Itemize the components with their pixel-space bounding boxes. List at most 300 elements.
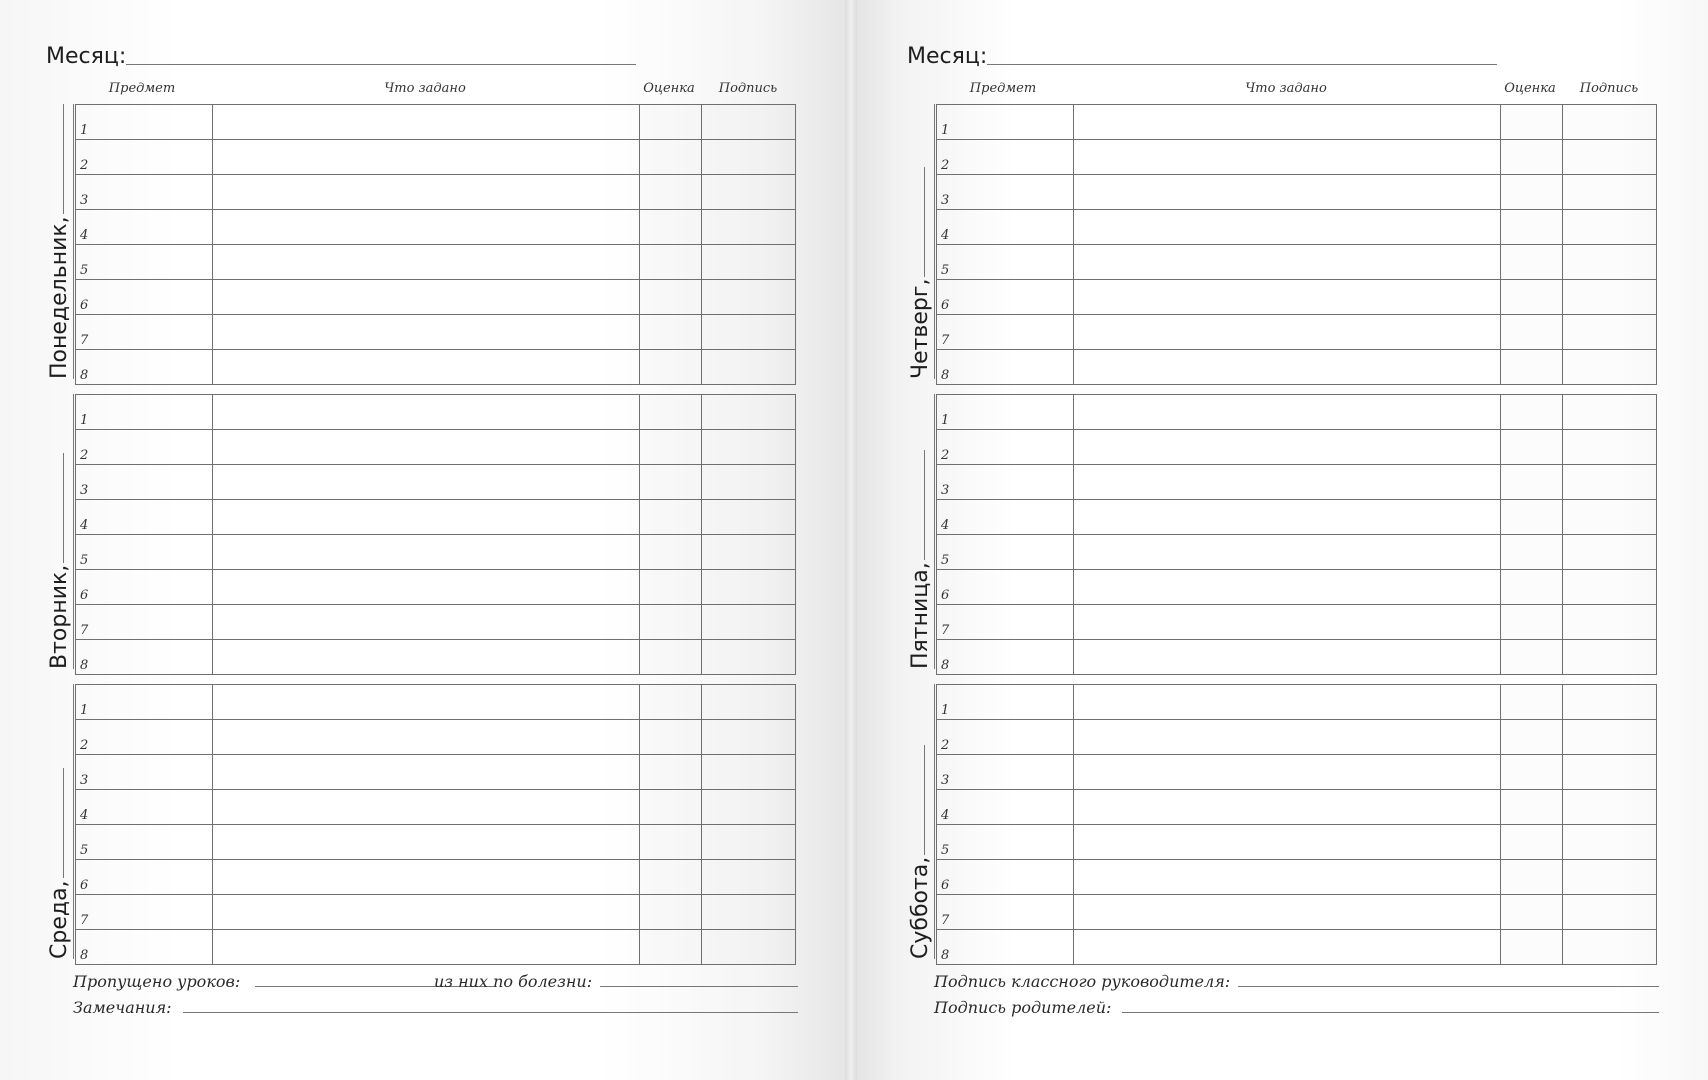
- lesson-homework-cell[interactable]: [1074, 430, 1501, 465]
- missed-lessons-label: Пропущено уроков:: [73, 972, 241, 991]
- lesson-grade-cell[interactable]: [640, 685, 702, 720]
- lesson-signature-cell[interactable]: [1563, 245, 1657, 280]
- lesson-row: [937, 280, 1657, 315]
- lesson-row: [76, 280, 796, 315]
- lesson-number: 3: [80, 773, 89, 788]
- lesson-homework-cell[interactable]: [213, 930, 640, 965]
- lesson-grade-cell[interactable]: [640, 350, 702, 385]
- lesson-homework-cell[interactable]: [1074, 720, 1501, 755]
- lesson-row: [937, 860, 1657, 895]
- lesson-grade-cell[interactable]: [1501, 860, 1563, 895]
- lesson-row: [76, 500, 796, 535]
- lesson-grade-cell[interactable]: [640, 500, 702, 535]
- lesson-subject-cell[interactable]: [76, 860, 213, 895]
- lesson-grade-cell[interactable]: [1501, 755, 1563, 790]
- lesson-number: 3: [941, 193, 950, 208]
- lesson-homework-cell[interactable]: [1074, 790, 1501, 825]
- lesson-subject-cell[interactable]: [76, 720, 213, 755]
- lesson-grade-cell[interactable]: [1501, 640, 1563, 675]
- lesson-number: 6: [80, 298, 89, 313]
- lesson-signature-cell[interactable]: [1563, 105, 1657, 140]
- lesson-grade-cell[interactable]: [640, 755, 702, 790]
- month-input-line[interactable]: [987, 64, 1497, 65]
- lesson-row: [937, 210, 1657, 245]
- lesson-grade-cell[interactable]: [1501, 605, 1563, 640]
- lesson-subject-cell[interactable]: [937, 895, 1074, 930]
- lesson-grade-cell[interactable]: [1501, 175, 1563, 210]
- lesson-signature-cell[interactable]: [1563, 685, 1657, 720]
- day-block-wednesday: [46, 684, 771, 963]
- lesson-subject-cell[interactable]: [76, 395, 213, 430]
- lesson-homework-cell[interactable]: [213, 790, 640, 825]
- lesson-grade-cell[interactable]: [640, 280, 702, 315]
- lesson-signature-cell[interactable]: [702, 755, 796, 790]
- lesson-homework-cell[interactable]: [1074, 570, 1501, 605]
- lesson-homework-cell[interactable]: [1074, 175, 1501, 210]
- lesson-number: 4: [941, 808, 950, 823]
- lesson-grade-cell[interactable]: [1501, 140, 1563, 175]
- schedule-table-monday: [75, 104, 796, 385]
- lesson-number: 6: [941, 298, 950, 313]
- lesson-homework-cell[interactable]: [1074, 755, 1501, 790]
- lesson-subject-cell[interactable]: [937, 140, 1074, 175]
- date-input-line[interactable]: [924, 167, 925, 277]
- lesson-signature-cell[interactable]: [702, 685, 796, 720]
- lesson-number: 5: [941, 553, 950, 568]
- right-page: [857, 0, 1708, 1080]
- lesson-signature-cell[interactable]: [1563, 535, 1657, 570]
- lesson-grade-cell[interactable]: [1501, 350, 1563, 385]
- remarks-label: Замечания:: [73, 998, 172, 1017]
- lesson-subject-cell[interactable]: [937, 315, 1074, 350]
- lesson-grade-cell[interactable]: [1501, 535, 1563, 570]
- lesson-signature-cell[interactable]: [1563, 500, 1657, 535]
- lesson-number: 4: [941, 518, 950, 533]
- lesson-row: [937, 465, 1657, 500]
- lesson-number: 8: [941, 658, 950, 673]
- header-grade: Оценка: [1504, 81, 1556, 96]
- lesson-signature-cell[interactable]: [1563, 210, 1657, 245]
- lesson-row: [76, 395, 796, 430]
- lesson-homework-cell[interactable]: [1074, 860, 1501, 895]
- lesson-homework-cell[interactable]: [1074, 105, 1501, 140]
- lesson-homework-cell[interactable]: [213, 465, 640, 500]
- lesson-signature-cell[interactable]: [702, 315, 796, 350]
- lesson-subject-cell[interactable]: [76, 105, 213, 140]
- day-label-thursday: Четверг,: [907, 104, 933, 379]
- lesson-subject-cell[interactable]: [76, 500, 213, 535]
- lesson-number: 5: [80, 263, 89, 278]
- lesson-subject-cell[interactable]: [937, 105, 1074, 140]
- lesson-homework-cell[interactable]: [213, 685, 640, 720]
- lesson-signature-cell[interactable]: [702, 640, 796, 675]
- lesson-number: 5: [80, 843, 89, 858]
- lesson-grade-cell[interactable]: [640, 465, 702, 500]
- lesson-subject-cell[interactable]: [76, 245, 213, 280]
- lesson-grade-cell[interactable]: [640, 605, 702, 640]
- lesson-grade-cell[interactable]: [1501, 895, 1563, 930]
- date-input-line[interactable]: [63, 453, 64, 563]
- lesson-row: [937, 430, 1657, 465]
- lesson-grade-cell[interactable]: [1501, 790, 1563, 825]
- lesson-homework-cell[interactable]: [1074, 535, 1501, 570]
- lesson-subject-cell[interactable]: [76, 570, 213, 605]
- lesson-grade-cell[interactable]: [640, 570, 702, 605]
- lesson-homework-cell[interactable]: [213, 140, 640, 175]
- lesson-subject-cell[interactable]: [76, 640, 213, 675]
- lesson-row: [937, 570, 1657, 605]
- lesson-subject-cell[interactable]: [76, 315, 213, 350]
- lesson-subject-cell[interactable]: [937, 685, 1074, 720]
- parents-signature-label: Подпись родителей:: [934, 998, 1112, 1017]
- lesson-homework-cell[interactable]: [1074, 245, 1501, 280]
- lesson-signature-cell[interactable]: [1563, 930, 1657, 965]
- lesson-subject-cell[interactable]: [937, 395, 1074, 430]
- lesson-homework-cell[interactable]: [1074, 825, 1501, 860]
- day-label-monday: Понедельник,: [46, 104, 72, 379]
- teacher-signature-row: [934, 972, 1659, 994]
- lesson-number: 1: [941, 703, 950, 718]
- lesson-grade-cell[interactable]: [640, 245, 702, 280]
- lesson-number: 6: [941, 878, 950, 893]
- lesson-row: [937, 140, 1657, 175]
- lesson-number: 3: [941, 773, 950, 788]
- lesson-row: [937, 685, 1657, 720]
- lesson-signature-cell[interactable]: [702, 105, 796, 140]
- lesson-homework-cell[interactable]: [1074, 605, 1501, 640]
- lesson-row: [76, 570, 796, 605]
- lesson-number: 8: [80, 948, 89, 963]
- lesson-grade-cell[interactable]: [640, 105, 702, 140]
- lesson-signature-cell[interactable]: [702, 395, 796, 430]
- lesson-signature-cell[interactable]: [1563, 860, 1657, 895]
- date-input-line[interactable]: [63, 104, 64, 214]
- lesson-grade-cell[interactable]: [1501, 395, 1563, 430]
- lesson-subject-cell[interactable]: [76, 790, 213, 825]
- lesson-signature-cell[interactable]: [702, 790, 796, 825]
- lesson-grade-cell[interactable]: [1501, 825, 1563, 860]
- lesson-grade-cell[interactable]: [640, 140, 702, 175]
- lesson-homework-cell[interactable]: [1074, 685, 1501, 720]
- lesson-homework-cell[interactable]: [1074, 500, 1501, 535]
- lesson-signature-cell[interactable]: [1563, 175, 1657, 210]
- lesson-number: 2: [80, 738, 89, 753]
- lesson-grade-cell[interactable]: [640, 825, 702, 860]
- lesson-homework-cell[interactable]: [213, 350, 640, 385]
- lesson-subject-cell[interactable]: [937, 500, 1074, 535]
- lesson-subject-cell[interactable]: [937, 930, 1074, 965]
- lesson-homework-cell[interactable]: [213, 895, 640, 930]
- day-label-saturday: Суббота,: [907, 684, 933, 959]
- lesson-subject-cell[interactable]: [937, 755, 1074, 790]
- day-label-friday: Пятница,: [907, 394, 933, 669]
- lesson-signature-cell[interactable]: [702, 465, 796, 500]
- lesson-row: [76, 895, 796, 930]
- lesson-homework-cell[interactable]: [1074, 465, 1501, 500]
- lesson-row: [937, 315, 1657, 350]
- lesson-grade-cell[interactable]: [640, 860, 702, 895]
- lesson-homework-cell[interactable]: [1074, 640, 1501, 675]
- lesson-signature-cell[interactable]: [702, 895, 796, 930]
- lesson-signature-cell[interactable]: [702, 605, 796, 640]
- lesson-subject-cell[interactable]: [937, 465, 1074, 500]
- lesson-grade-cell[interactable]: [1501, 430, 1563, 465]
- lesson-grade-cell[interactable]: [1501, 500, 1563, 535]
- lesson-subject-cell[interactable]: [76, 140, 213, 175]
- lesson-number: 1: [80, 123, 89, 138]
- lesson-number: 8: [80, 658, 89, 673]
- lesson-homework-cell[interactable]: [213, 395, 640, 430]
- parents-signature-input-line[interactable]: [1122, 1012, 1659, 1013]
- lesson-homework-cell[interactable]: [1074, 315, 1501, 350]
- lesson-signature-cell[interactable]: [702, 500, 796, 535]
- lesson-homework-cell[interactable]: [213, 245, 640, 280]
- lesson-homework-cell[interactable]: [213, 860, 640, 895]
- date-input-line[interactable]: [924, 745, 925, 855]
- header-signature: Подпись: [718, 81, 778, 96]
- lesson-grade-cell[interactable]: [1501, 280, 1563, 315]
- lesson-subject-cell[interactable]: [76, 350, 213, 385]
- lesson-number: 3: [80, 483, 89, 498]
- date-input-line[interactable]: [63, 768, 64, 878]
- lesson-signature-cell[interactable]: [702, 350, 796, 385]
- lesson-grade-cell[interactable]: [640, 720, 702, 755]
- lesson-grade-cell[interactable]: [1501, 105, 1563, 140]
- lesson-subject-cell[interactable]: [937, 570, 1074, 605]
- lesson-subject-cell[interactable]: [76, 280, 213, 315]
- lesson-signature-cell[interactable]: [702, 280, 796, 315]
- day-label-tuesday: Вторник,: [46, 394, 72, 669]
- lesson-subject-cell[interactable]: [76, 895, 213, 930]
- lesson-signature-cell[interactable]: [702, 570, 796, 605]
- lesson-subject-cell[interactable]: [76, 685, 213, 720]
- lesson-signature-cell[interactable]: [1563, 825, 1657, 860]
- lesson-number: 4: [941, 228, 950, 243]
- lesson-row: [76, 640, 796, 675]
- schedule-table-saturday: [936, 684, 1657, 965]
- lesson-subject-cell[interactable]: [76, 755, 213, 790]
- lesson-number: 3: [941, 483, 950, 498]
- lesson-row: [937, 720, 1657, 755]
- lesson-homework-cell[interactable]: [1074, 930, 1501, 965]
- remarks-input-line[interactable]: [183, 1012, 798, 1013]
- lesson-number: 4: [80, 228, 89, 243]
- lesson-homework-cell[interactable]: [213, 105, 640, 140]
- sick-label: из них по болезни:: [434, 972, 593, 991]
- lesson-signature-cell[interactable]: [702, 210, 796, 245]
- lesson-signature-cell[interactable]: [702, 140, 796, 175]
- header-subject: Предмет: [969, 81, 1037, 96]
- lesson-number: 4: [80, 518, 89, 533]
- lesson-grade-cell[interactable]: [640, 395, 702, 430]
- column-headers: [75, 81, 800, 101]
- lesson-homework-cell[interactable]: [213, 605, 640, 640]
- lesson-row: [937, 930, 1657, 965]
- lesson-subject-cell[interactable]: [76, 605, 213, 640]
- lesson-signature-cell[interactable]: [1563, 465, 1657, 500]
- lesson-signature-cell[interactable]: [1563, 790, 1657, 825]
- lesson-signature-cell[interactable]: [702, 860, 796, 895]
- teacher-signature-label: Подпись классного руководителя:: [934, 972, 1231, 991]
- lesson-signature-cell[interactable]: [1563, 895, 1657, 930]
- lesson-grade-cell[interactable]: [1501, 720, 1563, 755]
- lesson-grade-cell[interactable]: [640, 535, 702, 570]
- lesson-homework-cell[interactable]: [1074, 395, 1501, 430]
- lesson-subject-cell[interactable]: [76, 175, 213, 210]
- lesson-signature-cell[interactable]: [702, 245, 796, 280]
- lesson-grade-cell[interactable]: [640, 930, 702, 965]
- lesson-homework-cell[interactable]: [1074, 140, 1501, 175]
- lesson-number: 7: [80, 913, 89, 928]
- lesson-row: [76, 315, 796, 350]
- teacher-signature-input-line[interactable]: [1238, 986, 1659, 987]
- lesson-homework-cell[interactable]: [1074, 350, 1501, 385]
- lesson-signature-cell[interactable]: [1563, 430, 1657, 465]
- lesson-signature-cell[interactable]: [1563, 605, 1657, 640]
- day-block-monday: [46, 104, 771, 383]
- header-grade: Оценка: [643, 81, 695, 96]
- lesson-homework-cell[interactable]: [213, 210, 640, 245]
- lesson-number: 8: [941, 368, 950, 383]
- lesson-subject-cell[interactable]: [937, 245, 1074, 280]
- lesson-homework-cell[interactable]: [213, 430, 640, 465]
- lesson-signature-cell[interactable]: [1563, 280, 1657, 315]
- lesson-homework-cell[interactable]: [213, 535, 640, 570]
- lesson-grade-cell[interactable]: [640, 790, 702, 825]
- lesson-subject-cell[interactable]: [937, 430, 1074, 465]
- month-label: Месяц:: [46, 44, 127, 69]
- lesson-signature-cell[interactable]: [702, 430, 796, 465]
- lesson-signature-cell[interactable]: [702, 535, 796, 570]
- lesson-signature-cell[interactable]: [702, 825, 796, 860]
- lesson-number: 2: [80, 158, 89, 173]
- lesson-row: [76, 790, 796, 825]
- lesson-homework-cell[interactable]: [213, 570, 640, 605]
- lesson-grade-cell[interactable]: [1501, 930, 1563, 965]
- lesson-homework-cell[interactable]: [213, 825, 640, 860]
- lesson-homework-cell[interactable]: [213, 720, 640, 755]
- lesson-signature-cell[interactable]: [1563, 755, 1657, 790]
- lesson-row: [937, 605, 1657, 640]
- lesson-subject-cell[interactable]: [76, 825, 213, 860]
- lesson-number: 2: [941, 738, 950, 753]
- date-input-line[interactable]: [924, 450, 925, 560]
- lesson-number: 2: [941, 158, 950, 173]
- lesson-number: 6: [80, 878, 89, 893]
- lesson-homework-cell[interactable]: [1074, 280, 1501, 315]
- lesson-signature-cell[interactable]: [1563, 350, 1657, 385]
- lesson-grade-cell[interactable]: [640, 430, 702, 465]
- lesson-subject-cell[interactable]: [937, 790, 1074, 825]
- lesson-subject-cell[interactable]: [76, 210, 213, 245]
- lesson-row: [76, 430, 796, 465]
- lesson-row: [76, 175, 796, 210]
- schedule-table-friday: [936, 394, 1657, 675]
- lesson-row: [76, 465, 796, 500]
- lesson-grade-cell[interactable]: [640, 175, 702, 210]
- lesson-subject-cell[interactable]: [937, 640, 1074, 675]
- month-input-line[interactable]: [126, 64, 636, 65]
- day-block-saturday: [907, 684, 1632, 963]
- lesson-number: 8: [941, 948, 950, 963]
- lesson-grade-cell[interactable]: [640, 210, 702, 245]
- lesson-subject-cell[interactable]: [76, 430, 213, 465]
- lesson-homework-cell[interactable]: [213, 500, 640, 535]
- lesson-subject-cell[interactable]: [937, 280, 1074, 315]
- lesson-grade-cell[interactable]: [640, 315, 702, 350]
- lesson-number: 5: [80, 553, 89, 568]
- lesson-subject-cell[interactable]: [937, 825, 1074, 860]
- lesson-row: [937, 755, 1657, 790]
- lesson-grade-cell[interactable]: [1501, 245, 1563, 280]
- lesson-row: [937, 535, 1657, 570]
- lesson-signature-cell[interactable]: [702, 720, 796, 755]
- lesson-signature-cell[interactable]: [1563, 570, 1657, 605]
- lesson-subject-cell[interactable]: [937, 860, 1074, 895]
- remarks-row: [73, 998, 798, 1020]
- lesson-homework-cell[interactable]: [213, 755, 640, 790]
- lesson-signature-cell[interactable]: [1563, 720, 1657, 755]
- lesson-row: [937, 245, 1657, 280]
- lesson-subject-cell[interactable]: [937, 605, 1074, 640]
- lesson-subject-cell[interactable]: [76, 535, 213, 570]
- lesson-number: 7: [941, 623, 950, 638]
- lesson-grade-cell[interactable]: [1501, 570, 1563, 605]
- lesson-signature-cell[interactable]: [1563, 395, 1657, 430]
- lesson-number: 5: [941, 263, 950, 278]
- lesson-row: [76, 755, 796, 790]
- lesson-signature-cell[interactable]: [702, 930, 796, 965]
- lesson-row: [76, 350, 796, 385]
- lesson-grade-cell[interactable]: [640, 895, 702, 930]
- header-assigned: Что задано: [384, 81, 466, 96]
- lesson-subject-cell[interactable]: [76, 465, 213, 500]
- lesson-subject-cell[interactable]: [937, 350, 1074, 385]
- lesson-grade-cell[interactable]: [1501, 210, 1563, 245]
- lesson-grade-cell[interactable]: [640, 640, 702, 675]
- lesson-subject-cell[interactable]: [76, 930, 213, 965]
- lesson-row: [76, 605, 796, 640]
- lesson-signature-cell[interactable]: [1563, 140, 1657, 175]
- lesson-signature-cell[interactable]: [702, 175, 796, 210]
- sick-input-line[interactable]: [600, 986, 798, 987]
- lesson-homework-cell[interactable]: [1074, 895, 1501, 930]
- lesson-subject-cell[interactable]: [937, 175, 1074, 210]
- lesson-subject-cell[interactable]: [937, 720, 1074, 755]
- schedule-table-wednesday: [75, 684, 796, 965]
- lesson-homework-cell[interactable]: [213, 175, 640, 210]
- lesson-grade-cell[interactable]: [1501, 315, 1563, 350]
- lesson-subject-cell[interactable]: [937, 535, 1074, 570]
- lesson-grade-cell[interactable]: [1501, 685, 1563, 720]
- lesson-row: [76, 140, 796, 175]
- lesson-homework-cell[interactable]: [213, 640, 640, 675]
- lesson-homework-cell[interactable]: [213, 315, 640, 350]
- day-block-thursday: [907, 104, 1632, 383]
- lesson-subject-cell[interactable]: [937, 210, 1074, 245]
- lesson-number: 1: [80, 703, 89, 718]
- header-subject: Предмет: [108, 81, 176, 96]
- lesson-row: [76, 930, 796, 965]
- lesson-homework-cell[interactable]: [1074, 210, 1501, 245]
- lesson-grade-cell[interactable]: [1501, 465, 1563, 500]
- lesson-signature-cell[interactable]: [1563, 315, 1657, 350]
- lesson-signature-cell[interactable]: [1563, 640, 1657, 675]
- parents-signature-row: [934, 998, 1659, 1020]
- lesson-homework-cell[interactable]: [213, 280, 640, 315]
- lesson-number: 7: [80, 333, 89, 348]
- lesson-number: 1: [941, 413, 950, 428]
